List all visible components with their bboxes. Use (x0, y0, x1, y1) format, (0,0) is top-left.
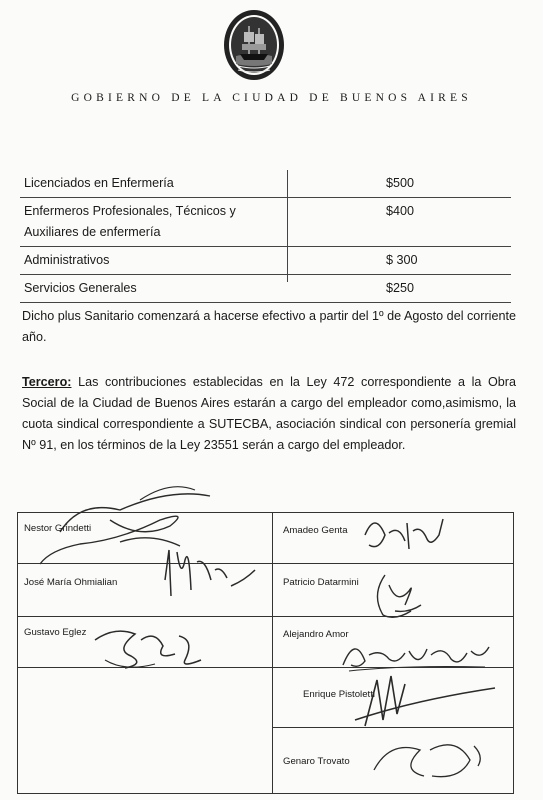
amount-cell: $ 300 (386, 253, 418, 267)
signatory-name: Nestor Grindetti (24, 523, 92, 534)
category-cell: Enfermeros Profesionales, Técnicos y Auxiliares de enfermería (24, 204, 236, 239)
tercero-text: Las contribuciones establecidas en la Ley 472 correspondiente a la Obra Social de la Ciudad de Buenos Aires estarán a cargo del empleador como,asimismo, la cuota sindical correspondiente a SUTECBA, asociación sindical con personería gremial Nº 91, en los términos de la Ley 23551 serán a cargo del empleador. (22, 375, 516, 452)
signature-ohmialian (155, 540, 265, 610)
signatory-name: Amadeo Genta (283, 525, 348, 536)
amount-cell: $250 (386, 281, 415, 295)
signatory-name: Patricio Datarmini (283, 577, 359, 588)
tercero-paragraph (22, 372, 516, 456)
signature-column-divider (272, 513, 273, 793)
signatory-name: Enrique Pistoletti (303, 689, 375, 700)
signatory-name: Gustavo Eglez (24, 627, 87, 638)
city-seal-emblem (222, 8, 286, 82)
signatory-name: Alejandro Amor (283, 629, 349, 640)
salary-table (20, 170, 511, 303)
category-cell: Administrativos (24, 253, 110, 267)
category-cell: Licenciados en Enfermería (24, 176, 174, 190)
signature-trovato (360, 730, 490, 790)
tercero-label: Tercero: (22, 375, 72, 389)
signatory-name: José María Ohmialian (24, 577, 118, 588)
table-column-divider (287, 170, 288, 282)
amount-cell: $500 (386, 176, 415, 190)
table-row (20, 170, 511, 198)
signature-genta (355, 505, 455, 565)
signatory-name: Genaro Trovato (283, 756, 350, 767)
signature-eglez (85, 620, 215, 675)
plus-sanitario-paragraph: Dicho plus Sanitario comenzará a hacerse efectivo a partir del 1º de Agosto del corriente año. (22, 309, 516, 344)
government-header: GOBIERNO DE LA CIUDAD DE BUENOS AIRES (71, 92, 472, 104)
table-row (20, 247, 511, 275)
table-row (20, 275, 511, 303)
amount-cell: $400 (386, 204, 415, 218)
table-row (20, 198, 511, 247)
signature-pistoletti (325, 660, 500, 735)
signature-row-divider (18, 616, 513, 617)
signature-datarmini (365, 565, 435, 625)
category-cell: Servicios Generales (24, 281, 137, 295)
